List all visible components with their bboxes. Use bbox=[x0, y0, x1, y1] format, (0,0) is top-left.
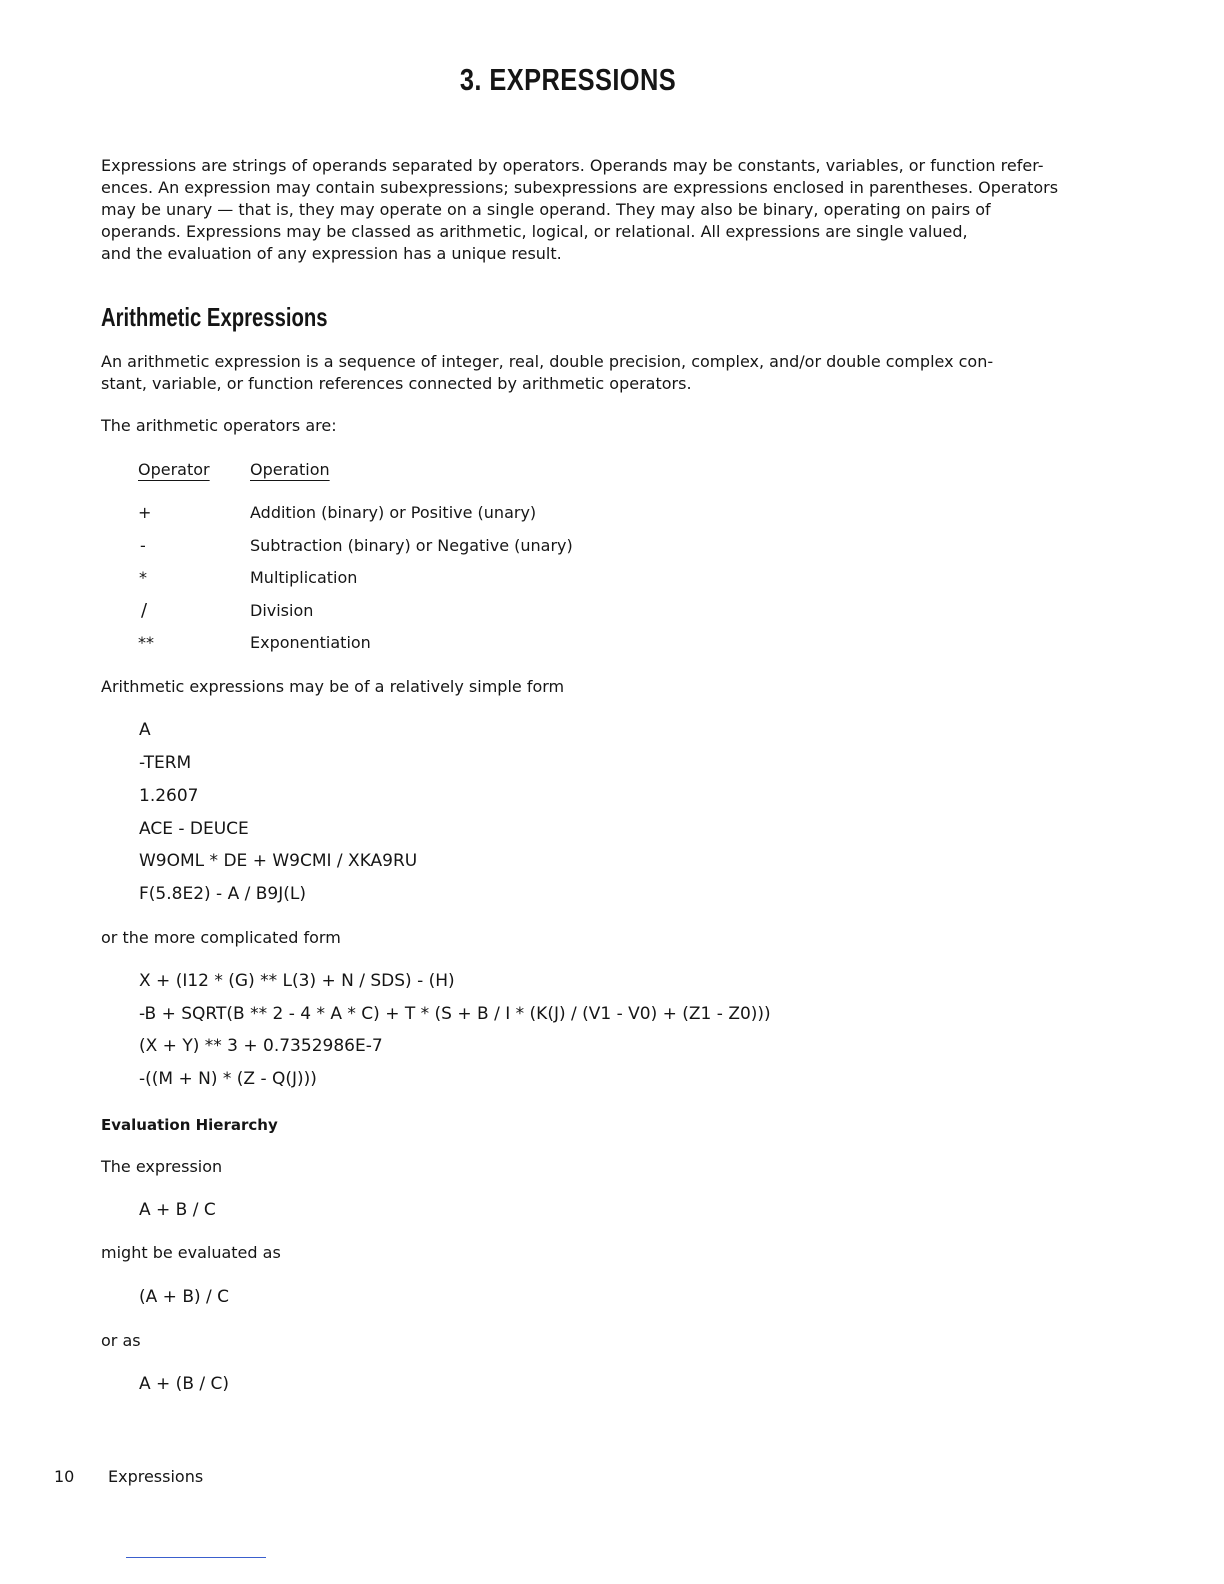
operation-column-header: Operation bbox=[250, 460, 330, 479]
simple-example: F(5.8E2) - A / B9J(L) bbox=[139, 884, 306, 904]
operators-intro: The arithmetic operators are: bbox=[101, 416, 337, 435]
operator-column-header: Operator bbox=[138, 460, 210, 479]
chapter-title: 3. EXPRESSIONS bbox=[459, 62, 677, 97]
operator-description: Addition (binary) or Positive (unary) bbox=[250, 503, 537, 522]
arith-line: An arithmetic expression is a sequence of integer, real, double precision, complex, and/or double complex con- bbox=[101, 352, 994, 371]
section-heading: Arithmetic Expressions bbox=[101, 302, 328, 332]
operator-symbol: + bbox=[138, 503, 152, 522]
complex-example: -B + SQRT(B ** 2 - 4 * A * C) + T * (S + B / I * (K(J) / (V1 - V0) + (Z1 - Z0))) bbox=[139, 1004, 771, 1024]
page-number: 10 bbox=[54, 1467, 75, 1486]
eval-expression: A + B / C bbox=[139, 1200, 216, 1220]
subsection-heading: Evaluation Hierarchy bbox=[101, 1116, 278, 1134]
intro-paragraph bbox=[101, 155, 1059, 265]
scan-divider-line bbox=[126, 1557, 266, 1558]
operator-symbol: - bbox=[140, 536, 146, 555]
operator-symbol: ** bbox=[138, 633, 154, 652]
eval-option-1: (A + B) / C bbox=[139, 1287, 230, 1307]
complex-example: (X + Y) ** 3 + 0.7352986E-7 bbox=[139, 1036, 383, 1056]
operator-description: Division bbox=[250, 601, 314, 620]
eval-option-2: A + (B / C) bbox=[139, 1374, 230, 1394]
simple-example: 1.2607 bbox=[139, 786, 199, 806]
operator-symbol: * bbox=[139, 568, 147, 587]
intro-line: and the evaluation of any expression has a unique result. bbox=[101, 244, 562, 263]
intro-line: operands. Expressions may be classed as arithmetic, logical, or relational. All expressions are single valued, bbox=[101, 222, 968, 241]
simple-example: -TERM bbox=[139, 753, 192, 773]
complex-example: X + (I12 * (G) ** L(3) + N / SDS) - (H) bbox=[139, 971, 455, 991]
intro-line: ences. An expression may contain subexpressions; subexpressions are expressions enclosed in parentheses. Operators bbox=[101, 178, 1059, 197]
running-title: Expressions bbox=[108, 1467, 204, 1486]
simple-example: ACE - DEUCE bbox=[139, 819, 249, 839]
operator-description: Exponentiation bbox=[250, 633, 371, 652]
simple-form-intro: Arithmetic expressions may be of a relatively simple form bbox=[101, 677, 565, 696]
complex-example: -((M + N) * (Z - Q(J))) bbox=[139, 1069, 317, 1089]
arith-paragraph bbox=[101, 351, 1041, 395]
intro-line: may be unary — that is, they may operate on a single operand. They may also be binary, operating on pairs of bbox=[101, 200, 991, 219]
operator-description: Subtraction (binary) or Negative (unary) bbox=[250, 536, 573, 555]
simple-example: A bbox=[139, 720, 151, 740]
operator-symbol: / bbox=[141, 600, 148, 621]
complex-form-intro: or the more complicated form bbox=[101, 928, 341, 947]
intro-line: Expressions are strings of operands separated by operators. Operands may be constants, variables, or function refer- bbox=[101, 156, 1044, 175]
operator-description: Multiplication bbox=[250, 568, 358, 587]
eval-might-text: might be evaluated as bbox=[101, 1243, 281, 1262]
eval-intro: The expression bbox=[101, 1157, 223, 1176]
simple-example: W9OML * DE + W9CMI / XKA9RU bbox=[139, 851, 418, 871]
arith-line: stant, variable, or function references connected by arithmetic operators. bbox=[101, 374, 692, 393]
eval-or-text: or as bbox=[101, 1331, 141, 1350]
